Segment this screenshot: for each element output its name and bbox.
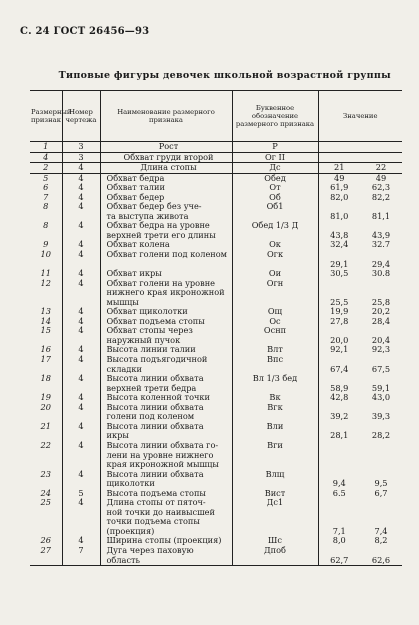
row-value-2: 8,2 [374,536,388,546]
row-feature-number: 20 [30,403,62,422]
row-feature-name-line: Обхват колена [106,240,170,250]
row-feature-code: Вл 1/3 бед [232,374,318,393]
row-value-1: 58,9 [330,382,349,393]
table-row [30,173,402,183]
row-value-1: 82,0 [330,192,349,202]
row-feature-code: Влт [232,345,318,355]
table-row [30,317,402,327]
row-feature-code: Вк [232,393,318,403]
row-feature-name-line: Обхват голени на уровне [106,278,216,288]
row-drawing-number: 4 [62,202,100,221]
row-feature-code: Р [232,142,318,153]
row-feature-number: 4 [30,152,62,163]
row-feature-name [100,355,232,374]
row-feature-code: Ок [232,240,318,250]
col-header-feature: Размерный признак [30,91,62,142]
row-value-2: 62,3 [371,183,391,193]
row-value-2: 25,8 [371,296,391,307]
row-drawing-number: 4 [62,193,100,203]
row-feature-name-line: Длина стопы [140,162,197,173]
row-drawing-number: 4 [62,250,100,269]
row-value-1: 25,5 [330,296,349,307]
row-value-1: 29,1 [330,258,349,269]
row-value-1: 9,4 [332,478,346,489]
row-drawing-number: 4 [62,163,100,174]
row-feature-number: 10 [30,250,62,269]
row-feature-name-line: голени под коленом [106,411,195,422]
row-value-1: 20,0 [330,334,349,345]
row-feature-name-line: Обхват бедра на уровне [106,221,210,231]
row-feature-number: 24 [30,489,62,499]
row-feature-name-line: Ширина стопы (проекция) [106,536,222,546]
measurements-table [30,90,402,566]
row-feature-number: 13 [30,307,62,317]
row-drawing-number: 4 [62,393,100,403]
row-value-2: 62,6 [360,546,402,566]
row-value-1: 6.5 [332,488,346,498]
row-feature-name-line: Высота коленной точки [106,393,211,403]
row-value-2 [360,441,402,470]
row-feature-name [100,546,232,566]
table-row [30,326,402,345]
row-drawing-number: 4 [62,317,100,327]
table-row [30,355,402,374]
row-value-1: 61,9 [330,183,349,193]
row-feature-name-line: Высота линии обхвата [106,402,204,412]
row-feature-code: Вист [232,489,318,499]
row-feature-code: Дс1 [232,498,318,536]
table-row [30,193,402,203]
row-feature-name [100,193,232,203]
row-drawing-number: 7 [62,546,100,566]
row-feature-name [100,536,232,546]
row-feature-number: 11 [30,269,62,279]
row-feature-name-line: Высота подъягодичной [106,355,208,365]
row-value-2: 32.7 [371,240,391,250]
table-header-row [30,91,402,142]
row-drawing-number: 4 [62,183,100,193]
row-feature-code: Оснп [232,326,318,345]
row-feature-name-line: наружный пучок [106,334,181,345]
row-feature-name [100,498,232,536]
row-feature-name [100,142,232,153]
row-feature-name-line: Обхват подъема стопы [106,316,205,326]
row-drawing-number: 4 [62,498,100,536]
table-row [30,393,402,403]
row-feature-number: 7 [30,193,62,203]
row-feature-name-line [107,260,231,270]
row-feature-number: 16 [30,345,62,355]
row-feature-name-line: Обхват икры [106,269,162,279]
row-feature-number: 23 [30,470,62,489]
row-feature-name [100,317,232,327]
table-row [30,269,402,279]
row-feature-code: Вгк [232,403,318,422]
row-feature-name-line: щиколотки [106,478,155,489]
row-feature-name-line: мышцы [106,296,139,307]
row-drawing-number: 4 [62,536,100,546]
row-feature-name-line: Обхват бедер без уче- [106,202,202,212]
row-value-2: 43,9 [371,229,391,240]
row-feature-name-line: Высота подъема стопы [106,488,206,498]
page-header: С. 24 ГОСТ 26456—93 [20,26,150,37]
row-drawing-number: 4 [62,240,100,250]
row-feature-name-line: точки подъема стопы [106,516,200,527]
row-feature-name-line: (проекция) [106,525,155,536]
row-feature-code: Дпоб [232,546,318,566]
row-value-2: 6,7 [374,488,388,498]
row-value-2: 49 [375,173,387,183]
table-row [30,221,402,240]
row-feature-name [100,173,232,183]
row-feature-number: 17 [30,355,62,374]
row-value-1: 28,1 [330,430,349,441]
row-feature-name-line: Обхват щиколотки [106,307,188,317]
table-row [30,489,402,499]
row-value-2: 30.8 [371,269,391,279]
row-feature-code: Ои [232,269,318,279]
row-drawing-number: 4 [62,441,100,470]
table-row [30,152,402,163]
table-row [30,374,402,393]
col-header-name: Наименование размерного признака [100,91,232,142]
row-feature-name [100,183,232,193]
row-feature-name [100,470,232,489]
row-feature-name [100,269,232,279]
row-feature-name [100,489,232,499]
row-feature-number: 27 [30,546,62,566]
table-row [30,240,402,250]
row-feature-name-line: Обхват бедер [106,192,165,202]
row-drawing-number: 4 [62,355,100,374]
row-feature-number: 18 [30,374,62,393]
row-feature-name [100,163,232,174]
row-feature-code: Впс [232,355,318,374]
table-row [30,536,402,546]
table-row [30,498,402,536]
row-feature-number: 26 [30,536,62,546]
row-feature-name [100,202,232,221]
row-value-2: 43,0 [371,393,391,403]
table-body [30,142,402,566]
row-feature-number: 5 [30,173,62,183]
table-row [30,422,402,441]
row-feature-name-line: края икроножной мышцы [106,459,219,470]
row-feature-name-line: Обхват стопы через [106,326,193,336]
row-value-2: 39,3 [371,411,391,422]
row-feature-name-line: Рост [158,141,179,151]
table-row [30,546,402,566]
table-title: Типовые фигуры девочек школьной возрастной группы [58,70,391,81]
row-value-1: 7,1 [332,525,346,536]
row-feature-name-line: Обхват голени под коленом [106,250,228,260]
row-value-1: 81,0 [330,210,349,221]
row-feature-name [100,221,232,240]
row-feature-number: 8 [30,221,62,240]
row-feature-name-line: Обхват груди второй [123,152,214,162]
row-feature-code: Обед 1/3 Д [232,221,318,240]
row-feature-code: Вги [232,441,318,470]
row-drawing-number: 4 [62,403,100,422]
row-drawing-number: 4 [62,269,100,279]
row-value-2: 82,2 [371,192,391,202]
row-feature-number: 2 [30,163,62,174]
table-row [30,183,402,193]
row-feature-code: Обед [232,173,318,183]
row-drawing-number: 5 [62,489,100,499]
row-feature-number: 15 [30,326,62,345]
row-feature-name-line: Высота линии обхвата [106,421,204,431]
row-feature-code: Ощ [232,307,318,317]
row-feature-code: Ог II [232,152,318,163]
row-feature-number: 21 [30,422,62,441]
row-feature-name-line: область [106,554,141,565]
row-drawing-number: 3 [62,142,100,153]
row-feature-code: Ос [232,317,318,327]
row-drawing-number: 4 [62,374,100,393]
row-value-1: 8,0 [332,536,346,546]
table-row [30,163,402,174]
row-feature-name-line: нижнего края икроножной [106,287,225,298]
row-value-2: 28,4 [371,316,391,326]
row-feature-code: Влщ [232,470,318,489]
row-feature-name-line: ной точки до наивысшей [106,506,215,517]
row-feature-number: 22 [30,441,62,470]
row-feature-number: 25 [30,498,62,536]
table-row [30,441,402,470]
row-feature-number: 14 [30,317,62,327]
row-value-2: 81,1 [371,210,391,221]
row-feature-name [100,374,232,393]
row-feature-code: Дс [232,163,318,174]
row-feature-number: 12 [30,279,62,308]
row-value-1: 43,8 [330,229,349,240]
table-row [30,250,402,269]
row-feature-name [100,307,232,317]
row-drawing-number: 4 [62,470,100,489]
row-feature-name [100,345,232,355]
row-value-1 [318,152,360,163]
row-feature-name [100,441,232,470]
row-feature-name-line: верхней трети бедра [106,382,197,393]
row-feature-number: 6 [30,183,62,193]
row-value-2: 29,4 [371,258,391,269]
row-feature-number: 8 [30,202,62,221]
row-drawing-number: 4 [62,279,100,308]
row-feature-name-line: Обхват талии [106,183,165,193]
row-value-2: 20,4 [371,334,391,345]
row-drawing-number: 4 [62,173,100,183]
row-feature-name [100,403,232,422]
row-drawing-number: 4 [62,422,100,441]
row-feature-name [100,393,232,403]
row-value-2: 22 [360,163,402,174]
row-feature-code: Огк [232,250,318,269]
row-feature-name-line: та выступа живота [106,210,189,221]
row-value-2: 20,2 [371,307,391,317]
row-value-1: 49 [334,173,345,183]
row-value-2 [360,142,402,153]
row-value-2: 67,5 [371,363,391,374]
row-drawing-number: 4 [62,221,100,240]
row-value-1: 62,7 [318,546,360,566]
row-value-2: 7,4 [374,525,388,536]
row-feature-code: От [232,183,318,193]
row-feature-number: 9 [30,240,62,250]
row-value-1 [318,142,360,153]
row-value-1 [318,441,360,470]
row-value-2: 9,5 [374,478,388,489]
row-value-2: 59,1 [371,382,391,393]
row-feature-name-line: икры [106,430,129,441]
row-feature-code: Шс [232,536,318,546]
row-value-1: 30,5 [330,269,349,279]
row-feature-code: Вли [232,422,318,441]
row-feature-name-line: складки [106,363,142,374]
col-header-value: Значение [318,91,402,142]
row-value-2: 28,2 [371,430,391,441]
table-row [30,403,402,422]
row-feature-name [100,326,232,345]
row-value-1: 39,2 [330,411,349,422]
row-value-1: 32,4 [330,240,349,250]
row-feature-name [100,240,232,250]
row-drawing-number: 4 [62,326,100,345]
table-row [30,202,402,221]
col-header-code: Буквенное обозначение размерного признака [232,91,318,142]
row-drawing-number: 4 [62,307,100,317]
col-header-drawing: Номер чертежа [62,91,100,142]
row-feature-name [100,422,232,441]
row-feature-name-line: Высота линии обхвата [106,374,204,384]
row-value-1: 27,8 [330,316,349,326]
row-value-1: 42,8 [330,393,349,403]
row-drawing-number: 4 [62,345,100,355]
row-feature-code: Об [232,193,318,203]
table-row [30,142,402,153]
row-feature-number: 19 [30,393,62,403]
row-feature-name-line: Высота линии талии [106,345,196,355]
row-value-2 [360,152,402,163]
row-feature-name-line: верхней трети его длины [106,229,216,240]
row-value-1: 21 [318,163,360,174]
row-feature-name [100,279,232,308]
row-value-1: 67,4 [330,363,349,374]
row-feature-number: 1 [30,142,62,153]
row-feature-name [100,152,232,163]
row-feature-name-line: Высота линии обхвата [106,469,204,479]
row-feature-code: Об1 [232,202,318,221]
table-row [30,307,402,317]
row-feature-name-line: Высота линии обхвата го- [106,440,219,450]
row-feature-code: Огн [232,279,318,308]
row-feature-name-line: лени на уровне нижнего [106,449,214,460]
row-feature-name-line: Дуга через паховую [106,545,194,555]
table-row [30,279,402,308]
table-row [30,345,402,355]
row-value-1: 19,9 [330,307,349,317]
row-feature-name-line: Длина стопы от пяточ- [106,498,206,508]
row-feature-name [100,250,232,269]
row-value-1: 92,1 [330,345,349,355]
table-row [30,470,402,489]
row-feature-name-line: Обхват бедра [106,173,165,183]
row-drawing-number: 3 [62,152,100,163]
row-value-2: 92,3 [371,345,391,355]
